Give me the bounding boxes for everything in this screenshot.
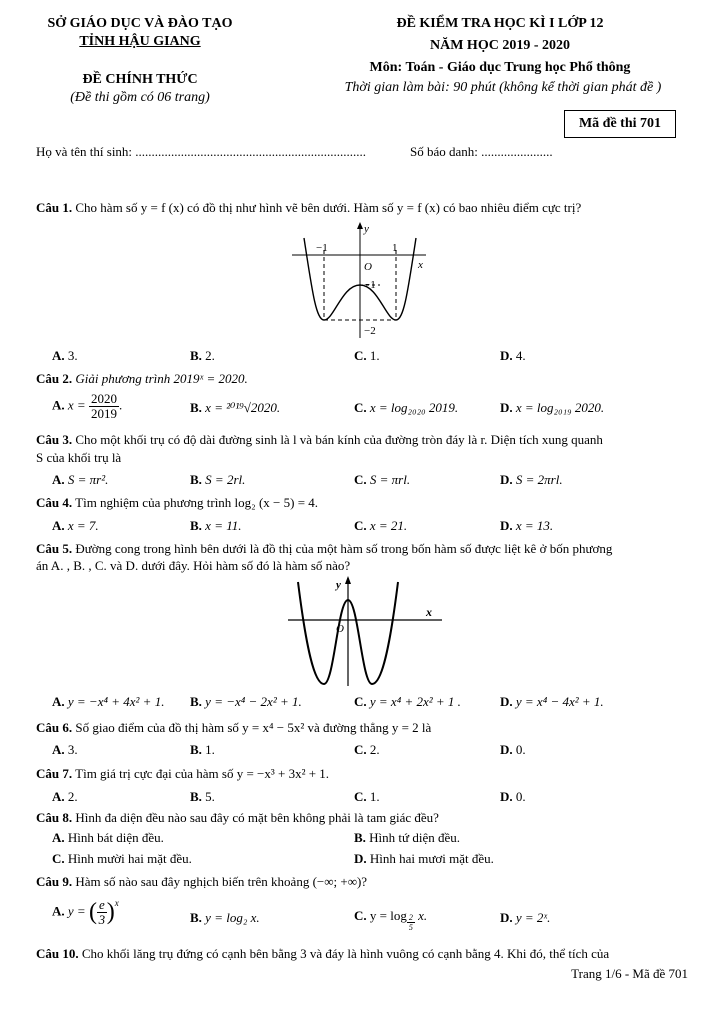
student-id-line: Số báo danh: ......................	[410, 144, 553, 159]
subject: Môn: Toán - Giáo dục Trung học Phổ thông	[369, 60, 631, 75]
question-4: Câu 4. Tìm nghiệm của phương trình log₂ (x − 5) = 4.	[36, 495, 319, 510]
option-b[interactable]: B. S = 2rl.	[190, 472, 246, 487]
option-a[interactable]: A. 3.	[52, 348, 78, 363]
question-7-options	[0, 789, 724, 809]
option-d[interactable]: D. Hình hai mươi mặt đều.	[354, 851, 494, 866]
graph-y-label: y	[336, 579, 341, 591]
option-b[interactable]: B. Hình tứ diện đều.	[354, 830, 460, 845]
question-4-options	[0, 518, 724, 538]
option-a[interactable]: A. x = $\frac{2020}{2019}$ .	[52, 391, 123, 421]
option-d[interactable]: D. x = log₂₀₁₉ 2020.	[500, 400, 605, 415]
question-1-graph	[290, 220, 430, 340]
question-2: Câu 2. Giải phương trình 2019ˣ = 2020.	[36, 371, 248, 386]
option-c[interactable]: C. S = πrl.	[354, 472, 411, 487]
option-c[interactable]: C. y = x⁴ + 2x² + 1 .	[354, 694, 461, 709]
y-axis-arrow	[357, 222, 363, 229]
student-name-line: Họ và tên thí sinh: .......................................................................	[36, 144, 367, 159]
option-d[interactable]: D. 4.	[500, 348, 526, 363]
question-2-options	[0, 392, 724, 426]
graph-x-label: x	[426, 605, 432, 619]
question-6: Câu 6. Số giao điểm của đồ thị hàm số y = x⁴ − 5x² và đường thẳng y = 2 là	[36, 720, 432, 735]
school-year: NĂM HỌC 2019 - 2020	[430, 38, 570, 53]
question-8-options-row1	[0, 830, 724, 850]
province-name: TỈNH HẬU GIANG	[79, 34, 201, 49]
exam-code-box: Mã đề thi 701	[564, 110, 676, 138]
option-c[interactable]: C. x = log₂₀₂₀ 2019.	[354, 400, 459, 415]
question-text: Cho hàm số y = f (x) có đồ thị như hình vẽ bên dưới. Hàm số y = f (x) có bao nhiêu điểm cực trị?	[75, 200, 582, 215]
option-a[interactable]: A. 3.	[52, 742, 78, 757]
option-a[interactable]: A. Hình bát diện đều.	[52, 830, 164, 845]
graph-y-label: y	[364, 223, 369, 235]
question-8-options-row2	[0, 851, 724, 871]
graph-origin-label: O	[336, 623, 344, 635]
graph-origin-label: O	[364, 261, 372, 273]
option-a[interactable]: A. 2.	[52, 789, 78, 804]
option-b[interactable]: B. x = ²⁰¹⁹√2020.	[190, 400, 281, 415]
department-name: SỞ GIÁO DỤC VÀ ĐÀO TẠO	[47, 16, 233, 31]
question-1-options	[0, 348, 724, 368]
question-5-cont: án A. , B. , C. và D. dưới đây. Hỏi hàm số đó là hàm số nào?	[36, 558, 351, 573]
option-b[interactable]: B. y = −x⁴ − 2x² + 1.	[190, 694, 302, 709]
official-label: ĐỀ CHÍNH THỨC	[82, 72, 198, 87]
question-7: Câu 7. Tìm giá trị cực đại của hàm số y = −x³ + 3x² + 1.	[36, 766, 330, 781]
option-d[interactable]: D. y = 2ˣ.	[500, 910, 551, 925]
option-c[interactable]: C. 2.	[354, 742, 380, 757]
option-c[interactable]: C. x = 21.	[354, 518, 408, 533]
option-c[interactable]: C. 1.	[354, 348, 380, 363]
option-b[interactable]: B. x = 11.	[190, 518, 242, 533]
question-6-options	[0, 742, 724, 762]
option-b[interactable]: B. 1.	[190, 742, 215, 757]
option-a[interactable]: A. S = πr².	[52, 472, 109, 487]
option-d[interactable]: D. S = 2πrl.	[500, 472, 563, 487]
y-axis-arrow	[345, 576, 351, 584]
option-a[interactable]: A. x = 7.	[52, 518, 99, 533]
question-3-options	[0, 472, 724, 492]
option-d[interactable]: D. 0.	[500, 789, 526, 804]
option-a[interactable]: A. y = −x⁴ + 4x² + 1.	[52, 694, 165, 709]
option-c[interactable]: C. Hình mười hai mặt đều.	[52, 851, 192, 866]
graph-tick-neg1y: −1	[364, 279, 376, 291]
graph-tick-neg2y: −2	[364, 325, 376, 337]
graph-tick-pos1x: 1	[392, 242, 398, 254]
question-5: Câu 5. Đường cong trong hình bên dưới là đồ thị của một hàm số trong bốn hàm số được liệt kê ở bốn phương	[36, 541, 613, 556]
option-a[interactable]: A. y = ( $\frac{e}{3}$ )$^x$	[52, 897, 119, 927]
pages-note: (Đề thi gồm có 06 trang)	[70, 90, 210, 105]
question-8: Câu 8. Hình đa diện đều nào sau đây có mặt bên không phải là tam giác đều?	[36, 810, 439, 825]
option-b[interactable]: B. y = log₂ x.	[190, 910, 260, 925]
question-3-cont: S của khối trụ là	[36, 450, 122, 465]
exam-title: ĐỀ KIỂM TRA HỌC KÌ I LỚP 12	[396, 16, 604, 31]
option-d[interactable]: D. y = x⁴ − 4x² + 1.	[500, 694, 604, 709]
option-c[interactable]: C. 1.	[354, 789, 380, 804]
time-limit: Thời gian làm bài: 90 phút (không kể thời gian phát đề )	[344, 80, 662, 95]
question-label: Câu 1.	[36, 200, 73, 215]
option-d[interactable]: D. x = 13.	[500, 518, 554, 533]
question-5-graph	[286, 576, 446, 688]
graph-tick-neg1x: −1	[316, 242, 328, 254]
question-1	[36, 200, 581, 216]
question-9: Câu 9. Hàm số nào sau đây nghịch biến trên khoảng (−∞; +∞)?	[36, 874, 368, 889]
option-b[interactable]: B. 2.	[190, 348, 215, 363]
question-5-options	[0, 694, 724, 714]
question-10: Câu 10. Cho khối lăng trụ đứng có cạnh bên bằng 3 và đáy là hình vuông có cạnh bằng 4. Khi đó, thể tích của	[36, 946, 610, 961]
option-c[interactable]: C. y = log $\frac{2}{5}$ x.	[354, 908, 428, 932]
question-3: Câu 3. Cho một khối trụ có độ dài đường sinh là l và bán kính của đường tròn đáy là r. Diện tích xung quanh	[36, 432, 603, 447]
option-d[interactable]: D. 0.	[500, 742, 526, 757]
page-footer: Trang 1/6 - Mã đề 701	[571, 966, 688, 981]
graph-x-label: x	[418, 259, 423, 271]
question-9-options	[0, 898, 724, 938]
option-b[interactable]: B. 5.	[190, 789, 215, 804]
